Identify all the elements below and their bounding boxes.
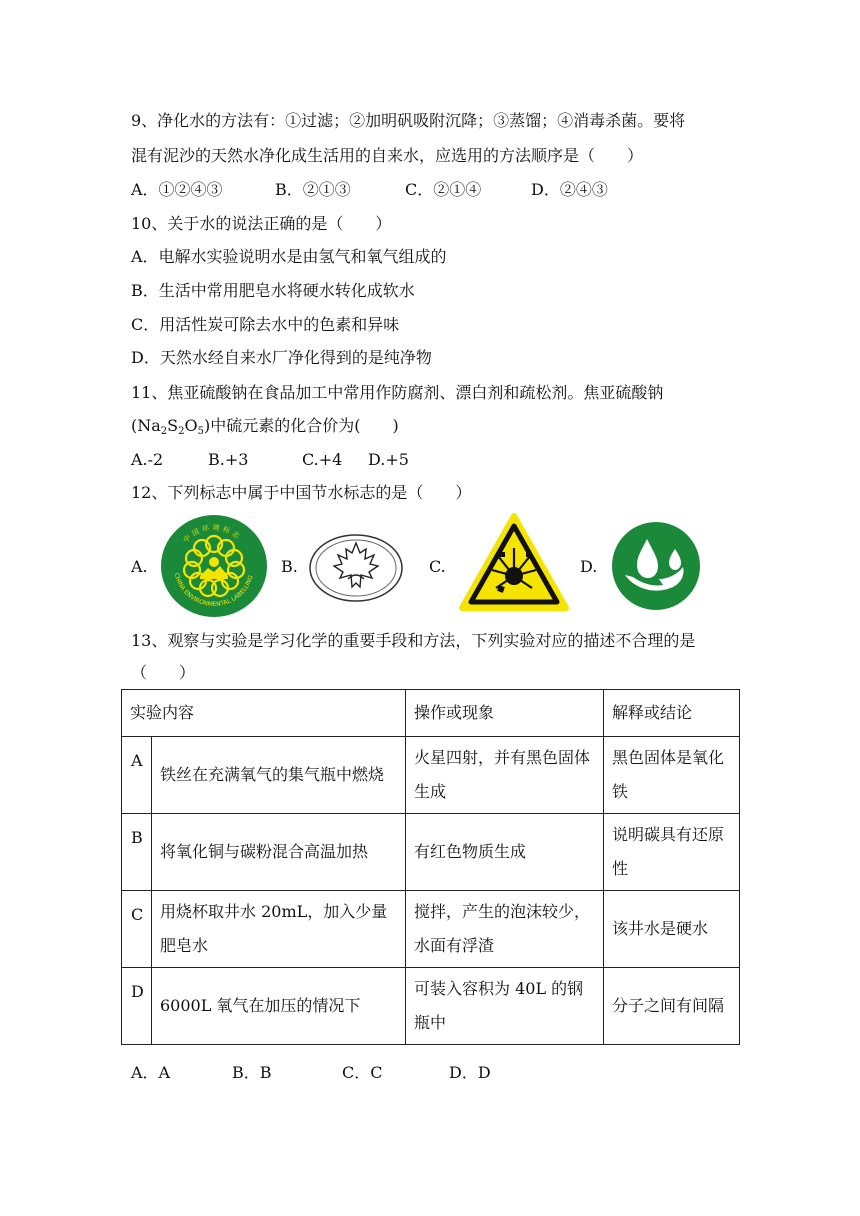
row-label: D — [122, 968, 152, 1045]
q9-option-d[interactable]: D．②④③ — [531, 180, 608, 199]
q12-label-a[interactable]: A. — [131, 557, 148, 576]
q9-stem-line2: 混有泥沙的天然水净化成生活用的自来水，应选用的方法顺序是（ ） — [131, 146, 644, 165]
q9-option-b[interactable]: B．②①③ — [275, 180, 351, 199]
table-row — [122, 891, 740, 968]
q12-label-d[interactable]: D. — [580, 557, 598, 576]
q13-option-c[interactable]: C．C — [342, 1063, 383, 1082]
row-phenomenon: 搅拌，产生的泡沫较少，水面有浮渣 — [406, 891, 604, 968]
water-saving-icon[interactable] — [611, 521, 701, 611]
q10-option-b[interactable]: B．生活中常用肥皂水将硬水转化成软水 — [131, 281, 415, 300]
row-label: B — [122, 814, 152, 891]
header-phenomenon: 操作或现象 — [406, 690, 604, 737]
q11-stem-line2 — [131, 415, 399, 437]
row-content: 6000L 氧气在加压的情况下 — [152, 968, 406, 1045]
q11-formula-sub3: 5 — [197, 426, 204, 437]
q9-options — [131, 179, 608, 201]
row-conclusion: 黑色固体是氧化铁 — [604, 737, 740, 814]
q11-option-a[interactable]: A.-2 — [131, 450, 164, 469]
q11-stem-line1: 11、焦亚硫酸钠在食品加工中常用作防腐剂、漂白剂和疏松剂。焦亚硫酸钠 — [131, 383, 664, 402]
q11-option-c[interactable]: C.+4 — [302, 450, 343, 469]
table-header-row — [122, 690, 740, 737]
q9-stem-line1: 9、净化水的方法有：①过滤；②加明矾吸附沉降；③蒸馏；④消毒杀菌。要将 — [131, 111, 686, 130]
row-conclusion: 说明碳具有还原性 — [604, 814, 740, 891]
logo-a-text-bottom: CHINA ENVIRONMENTAL LABELLING — [172, 572, 255, 609]
q12-label-c[interactable]: C. — [429, 557, 446, 576]
q13-options — [131, 1062, 491, 1084]
row-phenomenon: 有红色物质生成 — [406, 814, 604, 891]
row-content: 用烧杯取井水 20mL，加入少量肥皂水 — [152, 891, 406, 968]
q13-option-b[interactable]: B．B — [232, 1063, 272, 1082]
q11-formula-sub1: 2 — [160, 426, 168, 437]
experiment-table — [121, 689, 740, 1045]
q10-option-a[interactable]: A．电解水实验说明水是由氢气和氧气组成的 — [131, 247, 447, 266]
q13-stem-line1: 13、观察与实验是学习化学的重要手段和方法，下列实验对应的描述不合理的是 — [131, 631, 696, 650]
row-conclusion: 该井水是硬水 — [604, 891, 740, 968]
logo-a-text-top: 中国环境标志 — [181, 523, 244, 545]
q10-option-d[interactable]: D．天然水经自来水厂净化得到的是纯净物 — [131, 348, 432, 367]
q11-formula-suffix: )中硫元素的化合价为( ) — [204, 416, 399, 435]
q11-formula-mid2: O — [184, 416, 198, 435]
explosive-warning-icon[interactable] — [458, 512, 570, 612]
q11-formula-mid1: S — [167, 416, 179, 435]
q10-stem: 10、关于水的说法正确的是（ ） — [131, 214, 392, 233]
row-label: C — [122, 891, 152, 968]
row-content: 铁丝在充满氧气的集气瓶中燃烧 — [152, 737, 406, 814]
q11-formula-prefix: (Na — [131, 416, 161, 435]
q13-option-d[interactable]: D．D — [449, 1063, 491, 1082]
q11-options — [131, 449, 409, 471]
q9-option-c[interactable]: C．②①④ — [405, 180, 482, 199]
header-conclusion: 解释或结论 — [604, 690, 740, 737]
maple-leaf-recycle-icon[interactable] — [308, 533, 404, 603]
q13-option-a[interactable]: A．A — [131, 1063, 171, 1082]
q10-option-c[interactable]: C．用活性炭可除去水中的色素和异味 — [131, 315, 400, 334]
q13-stem-line2: （ ） — [131, 663, 196, 682]
q11-formula-sub2: 2 — [178, 426, 185, 437]
q12-label-b[interactable]: B. — [281, 557, 298, 576]
q12-stem: 12、下列标志中属于中国节水标志的是（ ） — [131, 483, 472, 502]
row-label: A — [122, 737, 152, 814]
row-phenomenon: 可装入容积为 40L 的钢瓶中 — [406, 968, 604, 1045]
table-row — [122, 814, 740, 891]
row-content: 将氧化铜与碳粉混合高温加热 — [152, 814, 406, 891]
table-row — [122, 968, 740, 1045]
table-row — [122, 737, 740, 814]
q9-option-a[interactable]: A．①②④③ — [131, 180, 223, 199]
row-phenomenon: 火星四射，并有黑色固体生成 — [406, 737, 604, 814]
q11-option-b[interactable]: B.+3 — [208, 450, 249, 469]
header-content: 实验内容 — [122, 690, 406, 737]
row-conclusion: 分子之间有间隔 — [604, 968, 740, 1045]
q11-option-d[interactable]: D.+5 — [368, 450, 409, 469]
china-environmental-labelling-icon[interactable] — [160, 514, 268, 618]
